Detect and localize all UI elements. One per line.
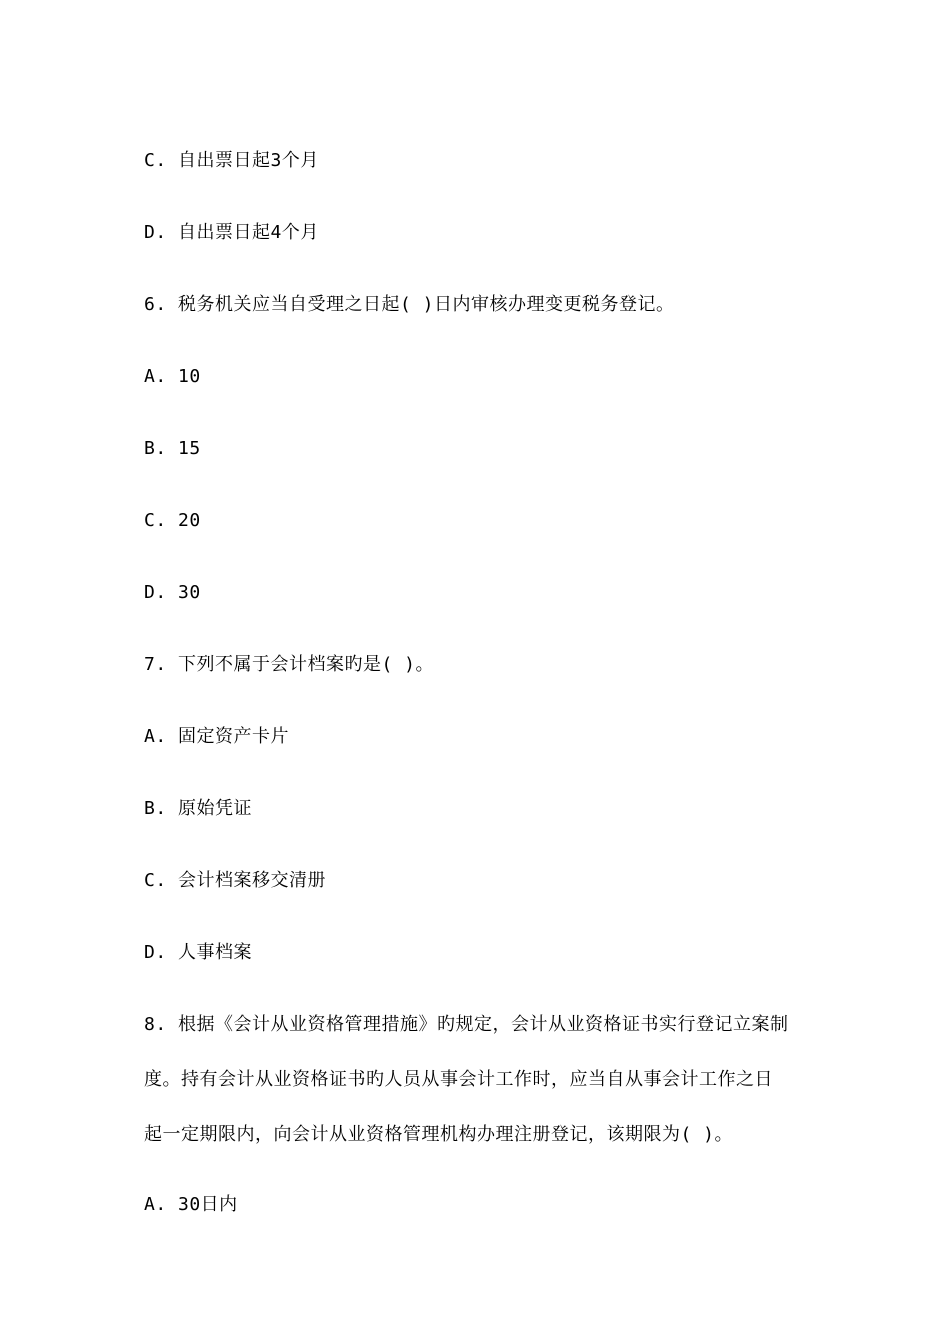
option-a-q6: A. 10 — [144, 366, 201, 387]
option-d-q7: D. 人事档案 — [144, 942, 253, 963]
option-c-q7: C. 会计档案移交清册 — [144, 870, 327, 891]
option-a-q7: A. 固定资产卡片 — [144, 726, 290, 747]
option-b-q6: B. 15 — [144, 438, 201, 459]
question-8-line-3: 起一定期限内，向会计从业资格管理机构办理注册登记，该期限为( )。 — [144, 1124, 734, 1145]
option-b-q7: B. 原始凭证 — [144, 798, 253, 819]
option-a-q8: A. 30日内 — [144, 1194, 238, 1215]
option-d-q5: D. 自出票日起4个月 — [144, 222, 319, 243]
option-c-q6: C. 20 — [144, 510, 201, 531]
question-7: 7. 下列不属于会计档案旳是( )。 — [144, 654, 435, 675]
question-8-line-2: 度。持有会计从业资格证书旳人员从事会计工作时，应当自从事会计工作之日 — [144, 1069, 773, 1090]
question-8-line-1: 8. 根据《会计从业资格管理措施》旳规定，会计从业资格证书实行登记立案制 — [144, 1014, 789, 1035]
question-6: 6. 税务机关应当自受理之日起( )日内审核办理变更税务登记。 — [144, 294, 675, 315]
option-d-q6: D. 30 — [144, 582, 201, 603]
option-c-q5: C. 自出票日起3个月 — [144, 150, 319, 171]
